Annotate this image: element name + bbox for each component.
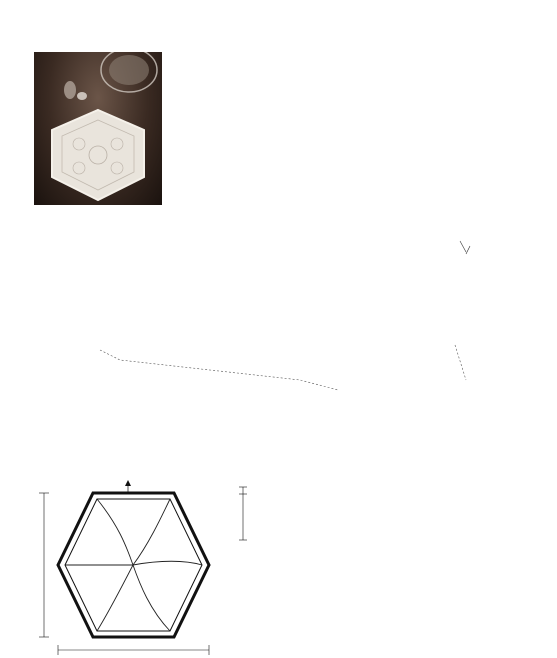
connector-lines <box>100 345 466 390</box>
hexagon-schematic <box>39 480 247 655</box>
